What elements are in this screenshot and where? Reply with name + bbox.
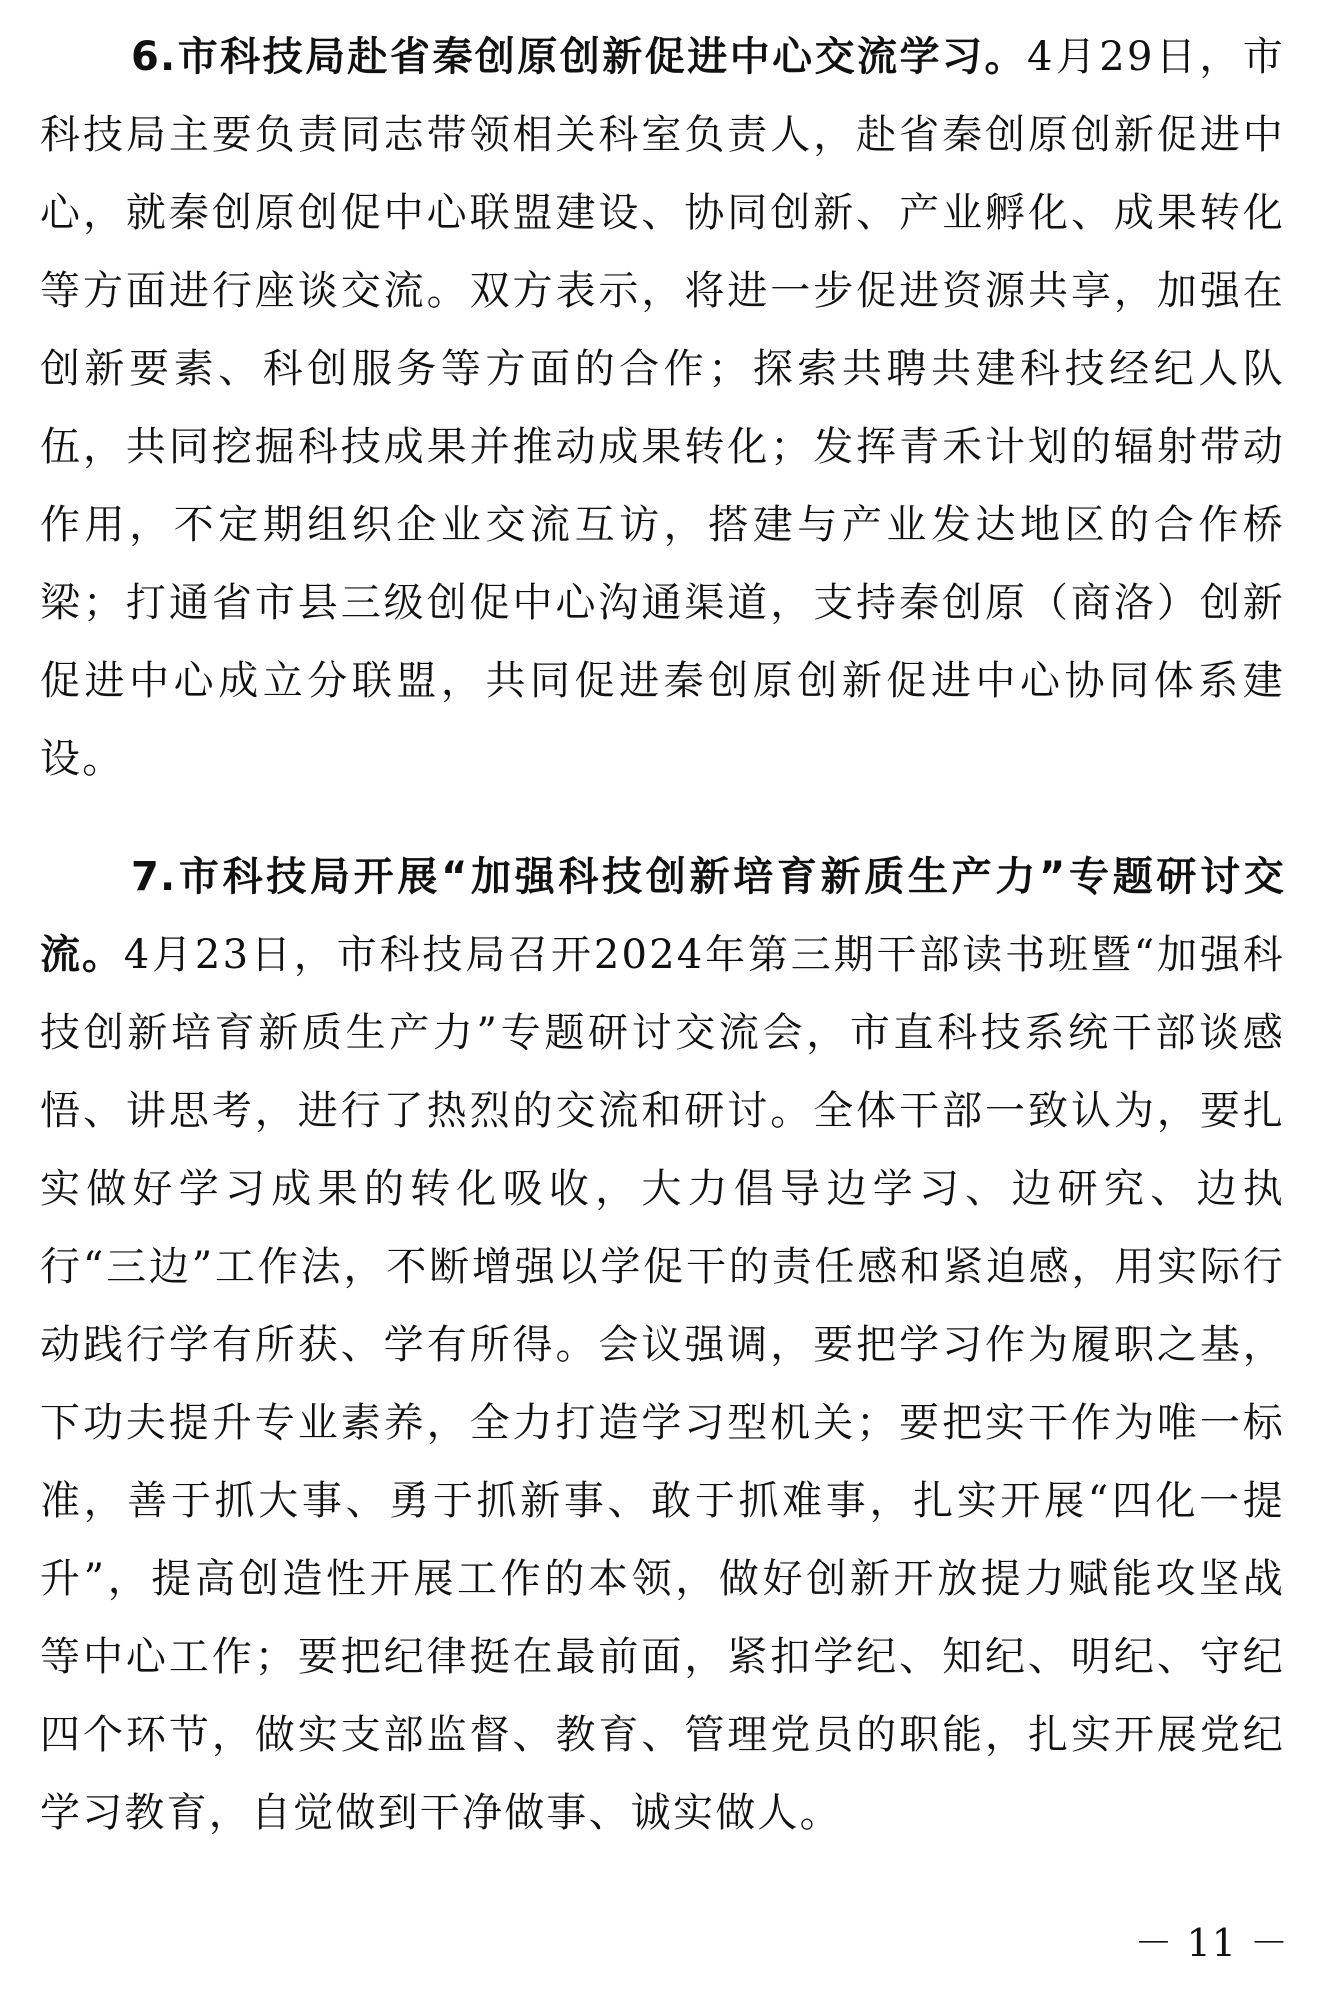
section-6-paragraph	[40, 18, 1285, 798]
section-6-heading: 6.市科技局赴省秦创原创新促进中心交流学习。	[131, 34, 1027, 80]
section-7-body: 4月23日，市科技局召开2024年第三期干部读书班暨“加强科技创新培育新质生产力”专题研讨交流会，市直科技系统干部谈感悟、讲思考，进行了热烈的交流和研讨。全体干部一致认为，要扎实做好学习成果的转化吸收，大力倡导边学习、边研究、边执行“三边”工作法，不断增强以学促干的责任感和紧迫感，用实际行动践行学有所获、学有所得。会议强调，要把学习作为履职之基，下功夫提升专业素养，全力打造学习型机关；要把实干作为唯一标准，善于抓大事、勇于抓新事、敢于抓难事，扎实开展“四化一提升”，提高创造性开展工作的本领，做好创新开放提力赋能攻坚战等中心工作；要把纪律挺在最前面，紧扣学纪、知纪、明纪、守纪四个环节，做实支部监督、教育、管理党员的职能，扎实开展党纪学习教育，自觉做到干净做事、诚实做人。	[40, 932, 1285, 1836]
page-number: － 11 －	[1134, 1921, 1289, 1965]
section-6-body: 4月29日，市科技局主要负责同志带领相关科室负责人，赴省秦创原创新促进中心，就秦创原创促中心联盟建设、协同创新、产业孵化、成果转化等方面进行座谈交流。双方表示，将进一步促进资源共享，加强在创新要素、科创服务等方面的合作；探索共聘共建科技经纪人队伍，共同挖掘科技成果并推动成果转化；发挥青禾计划的辐射带动作用，不定期组织企业交流互访，搭建与产业发达地区的合作桥梁；打通省市县三级创促中心沟通渠道，支持秦创原（商洛）创新促进中心成立分联盟，共同促进秦创原创新促进中心协同体系建设。	[40, 34, 1285, 782]
section-7-paragraph	[40, 838, 1285, 1852]
section-7-heading: 7.市科技局开展“加强科技创新培育新质生产力”专题研讨交流。	[40, 854, 1285, 978]
